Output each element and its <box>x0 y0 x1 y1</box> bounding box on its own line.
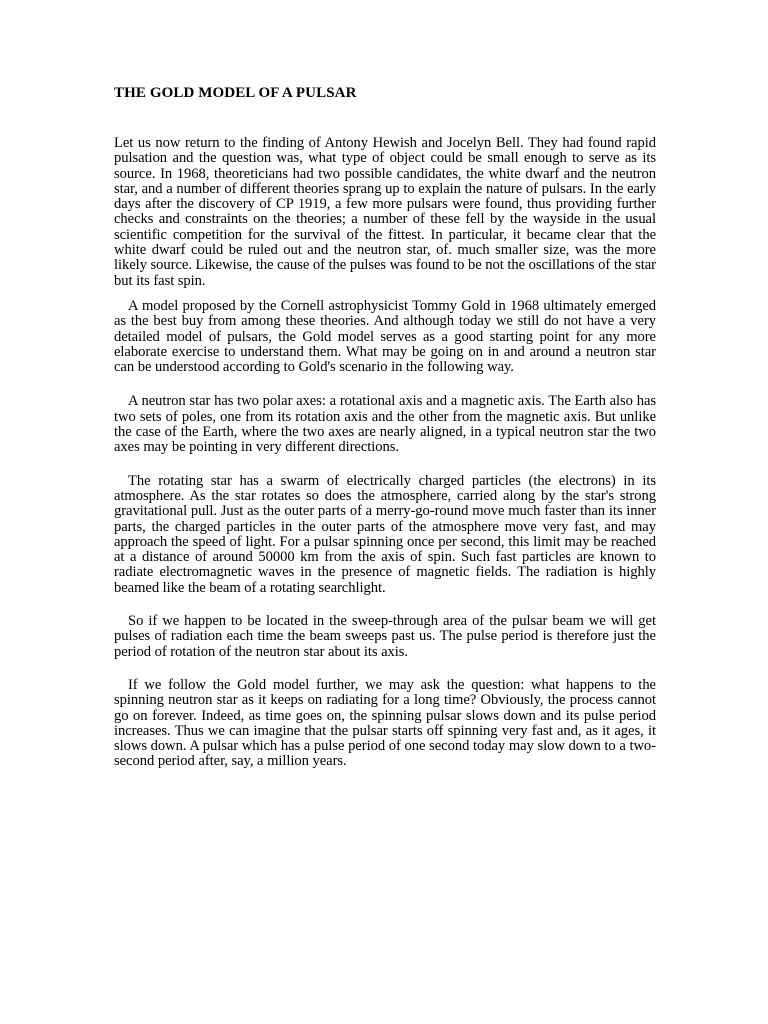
paragraph-4: The rotating star has a swarm of electrically charged particles (the electrons) in its atmosphere. As the star rotates so does the atmosphere, carried along by the star's strong gravitational pull. Just as the outer parts of a merry-go-round move much faster than its inner parts, the charged particles in the outer parts of the atmosphere move very fast, and may approach the speed of light. For a pulsar spinning once per second, this limit may be reached at a distance of around 50000 km from the axis of spin. Such fast particles are known to radiate electromagnetic waves in the presence of magnetic fields. The radiation is highly beamed like the beam of a rotating searchlight. <box>114 472 656 596</box>
document-body <box>114 136 656 770</box>
document-title: THE GOLD MODEL OF A PULSAR <box>114 85 357 101</box>
paragraph-2: A model proposed by the Cornell astrophysicist Tommy Gold in 1968 ultimately emerged as the best buy from among these theories. And although today we still do not have a very detailed model of pulsars, the Gold model serves as a good starting point for any more elaborate exercise to understand them. What may be going on in and around a neutron star can be understood according to Gold's scenario in the following way. <box>114 297 656 376</box>
paragraph-1: Let us now return to the finding of Antony Hewish and Jocelyn Bell. They had found rapid pulsation and the question was, what type of object could be small enough to serve as its source. In 1968, theoreticians had two possible candidates, the white dwarf and the neutron star, and a number of different theories sprang up to explain the nature of pulsars. In the early days after the discovery of CP 1919, a few more pulsars were found, thus providing further checks and constraints on the theories; a number of these fell by the wayside in the usual scientific competition for the survival of the fittest. In particular, it became clear that the white dwarf could be ruled out and the neutron star, of. much smaller size, was the more likely source. Likewise, the cause of the pulses was found to be not the oscillations of the star but its fast spin. <box>114 135 656 289</box>
paragraph-6: If we follow the Gold model further, we may ask the question: what happens to the spinning neutron star as it keeps on radiating for a long time? Obviously, the process cannot go on forever. Indeed, as time goes on, the spinning pulsar slows down and its pulse period increases. Thus we can imagine that the pulsar starts off spinning very fast and, as it ages, it slows down. A pulsar which has a pulse period of one second today may slow down to a two-second period after, say, a million years. <box>114 676 656 770</box>
paragraph-3: A neutron star has two polar axes: a rotational axis and a magnetic axis. The Earth also has two sets of poles, one from its rotation axis and the other from the magnetic axis. But unlike the case of the Earth, where the two axes are nearly aligned, in a typical neutron star the two axes may be pointing in very different directions. <box>114 393 656 456</box>
paragraph-5: So if we happen to be located in the sweep-through area of the pulsar beam we will get pulses of radiation each time the beam sweeps past us. The pulse period is therefore just the period of rotation of the neutron star about its axis. <box>114 613 656 660</box>
